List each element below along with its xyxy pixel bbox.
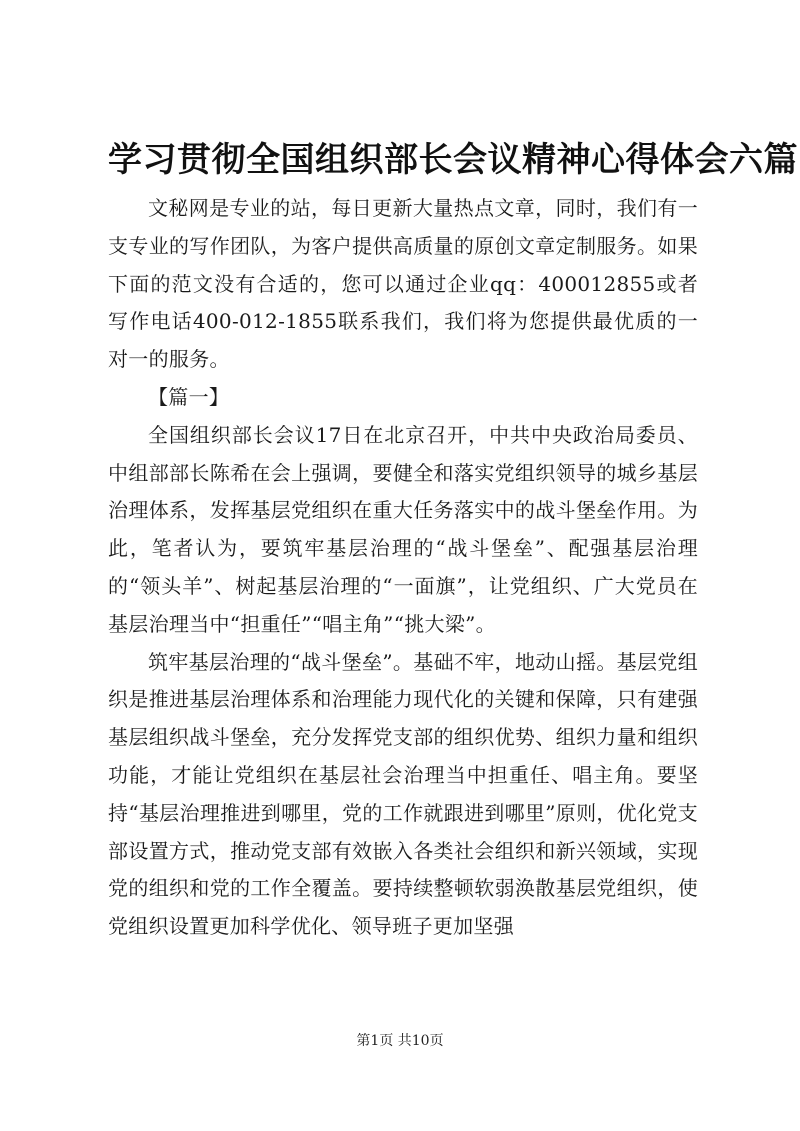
- page-footer: 第1页 共10页: [356, 1033, 444, 1049]
- intro-paragraph: 文秘网是专业的站，每日更新大量热点文章，同时，我们有一支专业的写作团队，为客户提供高质量的原创文章定制服务。如果下面的范文没有合适的，您可以通过企业qq：400012855或者写作电话400-012-1855联系我们，我们将为您提供最优质的一对一的服务。: [108, 196, 698, 372]
- document-title: 学习贯彻全国组织部长会议精神心得体会六篇: [108, 140, 798, 180]
- section-heading: 【篇一】: [148, 384, 230, 409]
- body-paragraph: 全国组织部长会议17日在北京召开，中共中央政治局委员、中组部部长陈希在会上强调，要健全和落实党组织领导的城乡基层治理体系，发挥基层党组织在重大任务落实中的战斗堡垒作用。为此，笔者认为，要筑牢基层治理的“战斗堡垒”、配强基层治理的“领头羊”、树起基层治理的“一面旗”，让党组织、广大党员在基层治理当中“担重任”“唱主角”“挑大梁”。: [108, 422, 698, 636]
- document-body: [108, 190, 698, 946]
- body-paragraph: 筑牢基层治理的“战斗堡垒”。基础不牢，地动山摇。基层党组织是推进基层治理体系和治理能力现代化的关键和保障，只有建强基层组织战斗堡垒，充分发挥党支部的组织优势、组织力量和组织功能，才能让党组织在基层社会治理当中担重任、唱主角。要坚持“基层治理推进到哪里，党的工作就跟进到哪里”原则，优化党支部设置方式，推动党支部有效嵌入各类社会组织和新兴领域，实现党的组织和党的工作全覆盖。要持续整顿软弱涣散基层党组织，使党组织设置更加科学优化、领导班子更加坚强: [108, 649, 698, 939]
